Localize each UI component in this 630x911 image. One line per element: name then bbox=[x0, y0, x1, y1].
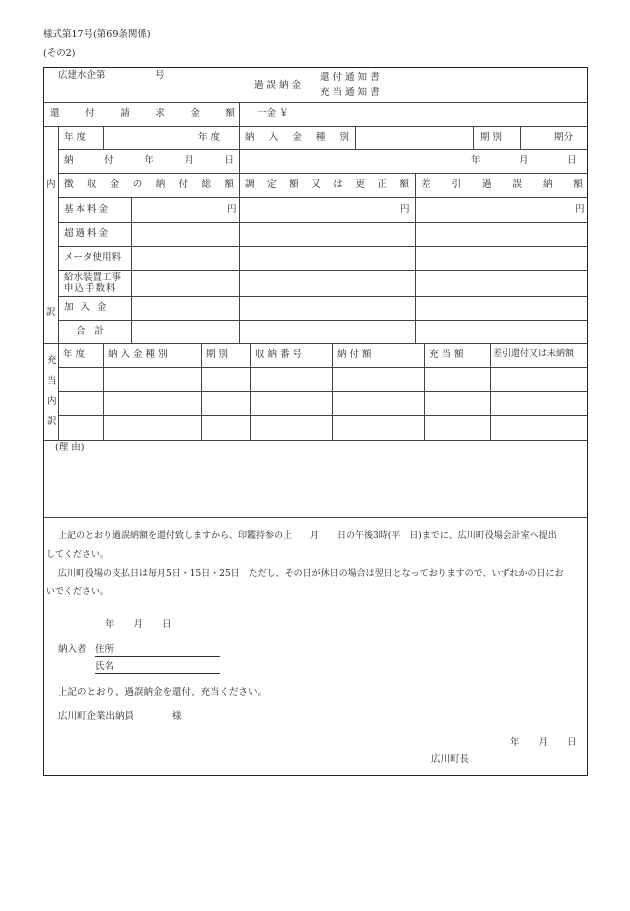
notice-date: 年 月 日 bbox=[105, 619, 172, 630]
request-text: 上記のとおり、過誤納金を還付、充当ください。 bbox=[58, 687, 268, 698]
officer-suffix: 様 bbox=[172, 711, 182, 722]
title-main: 過 誤 納 金 bbox=[254, 80, 302, 91]
divider-alloc-head bbox=[58, 367, 588, 368]
pay-date-year: 年 bbox=[471, 155, 481, 166]
year-label: 年 度 bbox=[64, 132, 87, 143]
col-header-diff: 差 引 過 誤 納 額 bbox=[421, 179, 583, 190]
divider-row1 bbox=[58, 222, 588, 223]
form-number: 様式第17号(第69条関係) bbox=[43, 29, 151, 40]
col-header-total: 徴 収 金 の 納 付 総 額 bbox=[64, 179, 234, 190]
side-column-line bbox=[58, 126, 59, 440]
name-label: 氏名 bbox=[95, 661, 115, 672]
notice-line-3: 広川町役場の支払日は毎月5日・15日・25日 ただし、その日が休日の場合は翌日となっておりますので、いずれかの日にお bbox=[58, 569, 564, 579]
refund-separator bbox=[239, 102, 240, 126]
alloc-header-allocated: 充 当 額 bbox=[429, 349, 464, 360]
title-allocation-notice: 充 当 通 知 書 bbox=[320, 87, 380, 98]
issuer-number-suffix: 号 bbox=[155, 70, 165, 81]
row-label-join-fee: 加 入 金 bbox=[64, 302, 109, 313]
year-unit: 年 度 bbox=[198, 132, 221, 143]
pay-date-month: 月 bbox=[519, 155, 529, 166]
row-label-total: 合 計 bbox=[76, 326, 108, 337]
sign-date: 年 月 日 bbox=[510, 737, 577, 748]
period-label: 期 別 bbox=[480, 132, 503, 143]
row-label-meter-fee: メータ使用料 bbox=[64, 252, 122, 263]
side-label-alloc-4: 訳 bbox=[47, 416, 57, 427]
divider-paydate bbox=[58, 173, 588, 174]
payer-label: 納入者 bbox=[58, 644, 87, 655]
alloc-header-year: 年 度 bbox=[63, 349, 86, 360]
divider-row5 bbox=[58, 320, 588, 321]
address-underline bbox=[95, 656, 220, 657]
notice-line-4: いでください。 bbox=[46, 587, 110, 597]
issuer-label: 広建水企第 bbox=[58, 70, 106, 81]
notice-line-2: してください。 bbox=[46, 550, 110, 560]
divider-row3 bbox=[58, 270, 588, 271]
col-header-adjusted: 調 定 額 又 は 更 正 額 bbox=[245, 179, 409, 190]
pay-date-label: 納 付 年 月 日 bbox=[64, 155, 234, 166]
divider-alloc-2 bbox=[58, 415, 588, 416]
divider-year bbox=[58, 149, 588, 150]
alloc-header-paid-amount: 納 付 額 bbox=[337, 349, 372, 360]
divider-colhead bbox=[58, 197, 588, 198]
officer-label: 広川町企業出納員 bbox=[58, 711, 135, 722]
row-label-excess-fee: 超過料金 bbox=[64, 228, 111, 239]
deposit-type-label: 納 入 金 種 別 bbox=[245, 132, 349, 143]
side-label-breakdown-bottom: 訳 bbox=[46, 307, 56, 318]
yen-unit-diff: 円 bbox=[575, 204, 585, 215]
mayor-label: 広川町長 bbox=[431, 754, 470, 765]
row-label-basic-fee: 基本料金 bbox=[64, 204, 111, 215]
divider-refund bbox=[43, 126, 588, 127]
side-label-alloc-3: 内 bbox=[47, 396, 57, 407]
divider-title bbox=[43, 102, 588, 103]
pay-date-day: 日 bbox=[567, 155, 577, 166]
side-label-alloc-1: 充 bbox=[47, 355, 57, 366]
side-label-breakdown-top: 内 bbox=[46, 179, 56, 190]
divider-reason-end bbox=[43, 517, 588, 518]
divider-row4 bbox=[58, 296, 588, 297]
row-label-application-fee: 申込手数料 bbox=[64, 283, 117, 294]
form-subnumber: (その2) bbox=[43, 48, 76, 59]
yen-unit-total: 円 bbox=[227, 204, 237, 215]
reason-label: (理 由) bbox=[55, 442, 85, 453]
divider-alloc-end bbox=[43, 440, 588, 441]
period-unit: 期分 bbox=[554, 132, 574, 143]
divider-alloc-1 bbox=[58, 391, 588, 392]
alloc-header-period: 期 別 bbox=[206, 349, 229, 360]
row-label-plumbing-work: 給水装置工事 bbox=[64, 272, 122, 283]
refund-amount-label: 還 付 請 求 金 額 bbox=[50, 108, 235, 119]
alloc-header-receipt-number: 収 納 番 号 bbox=[255, 349, 303, 360]
divider-row2 bbox=[58, 246, 588, 247]
notice-line-1: 上記のとおり過誤納額を還付致しますから、印鑑持参の上 月 日の午後3時(平 日)までに、広川町役場会計室へ提出 bbox=[58, 531, 557, 541]
address-label: 住所 bbox=[95, 644, 115, 655]
alloc-header-deposit-type: 納 入 金 種 別 bbox=[108, 349, 168, 360]
title-refund-notice: 還 付 通 知 書 bbox=[320, 72, 380, 83]
divider-breakdown-end bbox=[43, 343, 588, 344]
alloc-header-remaining: 差引還付又は未納額 bbox=[493, 349, 575, 359]
yen-unit-adjusted: 円 bbox=[400, 204, 410, 215]
refund-amount-prefix: 一金 ￥ bbox=[257, 108, 289, 119]
side-label-alloc-2: 当 bbox=[47, 376, 57, 387]
name-underline bbox=[95, 673, 220, 674]
